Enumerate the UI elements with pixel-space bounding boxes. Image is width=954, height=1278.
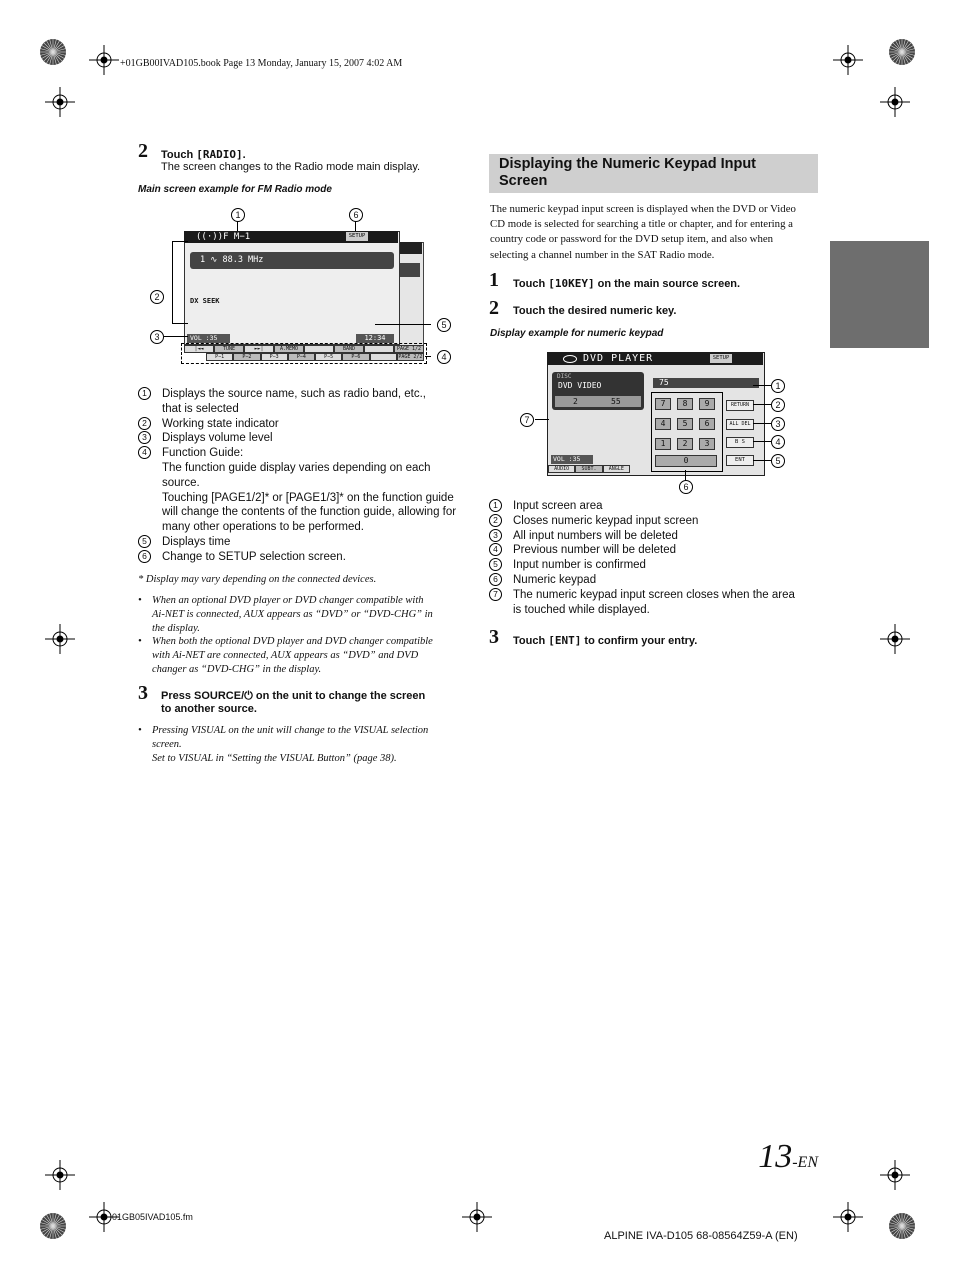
legend-text <box>513 558 819 573</box>
dx-seek-indicator: DX SEEK <box>190 297 220 305</box>
legend-line: Previous number will be deleted <box>513 544 677 557</box>
legend-number-circle: 5 <box>138 535 151 548</box>
callout-5: 5 <box>771 454 785 468</box>
registration-mark-icon <box>833 1202 863 1232</box>
figure-caption: Main screen example for FM Radio mode <box>138 184 332 195</box>
legend-text <box>162 387 468 417</box>
callout-1: 1 <box>231 208 245 222</box>
legend-number <box>138 417 162 432</box>
key-2[interactable]: 2 <box>677 438 693 450</box>
key-7[interactable]: 7 <box>655 398 671 410</box>
bullet-line: Pressing VISUAL on the unit will change to the VISUAL selection <box>152 725 429 736</box>
key-4[interactable]: 4 <box>655 418 671 430</box>
dvd-function-button[interactable]: ANGLE <box>603 465 630 473</box>
footer-model: ALPINE IVA-D105 68-08564Z59-A (EN) <box>604 1230 798 1242</box>
legend-text <box>513 529 819 544</box>
key-0[interactable]: 0 <box>655 455 717 467</box>
legend-line: The numeric keypad input screen closes when the area <box>513 588 795 601</box>
intro-line: CD mode is selected for searching a title or chapter, and for entering a <box>490 218 793 231</box>
dvd-video-label: DVD VIDEO <box>558 381 602 390</box>
bullet-text <box>152 635 433 676</box>
legend-line: many other operations to be performed. <box>162 521 365 534</box>
key-9[interactable]: 9 <box>699 398 715 410</box>
preset-button[interactable]: PAGE 2/2 <box>398 354 423 360</box>
legend-number <box>138 535 162 550</box>
legend-item <box>138 535 468 550</box>
registration-mark-icon <box>45 1160 75 1190</box>
legend-number <box>138 431 162 446</box>
intro-paragraph <box>490 202 820 263</box>
step-description: The screen changes to the Radio mode main display. <box>161 161 421 173</box>
title-counter: 2 <box>573 397 578 406</box>
setup-button[interactable]: SETUP <box>346 232 368 241</box>
legend-item <box>489 588 819 618</box>
legend-number <box>489 499 513 514</box>
step-number: 3 <box>138 682 148 704</box>
preset-button[interactable]: P−3 <box>261 353 288 361</box>
legend-line: Displays time <box>162 535 231 548</box>
function-guide-button[interactable]: |◄◄ <box>184 345 214 353</box>
legend-number-circle: 3 <box>138 431 151 444</box>
legend-item <box>138 417 468 432</box>
registration-mark-icon <box>880 1160 910 1190</box>
legend-text <box>513 514 819 529</box>
key-5[interactable]: 5 <box>677 418 693 430</box>
legend-number-circle: 6 <box>489 573 502 586</box>
function-guide-button[interactable]: ►►| <box>244 345 274 353</box>
backspace-button[interactable]: B S <box>726 437 754 448</box>
legend-line: is touched while displayed. <box>513 603 650 616</box>
legend-item <box>489 529 819 544</box>
key-3[interactable]: 3 <box>699 438 715 450</box>
legend-text <box>513 499 819 514</box>
registration-mark-icon <box>880 624 910 654</box>
legend-number <box>138 446 162 535</box>
side-tab <box>830 241 929 348</box>
legend-number <box>489 588 513 618</box>
legend-text <box>162 550 468 565</box>
callout-2: 2 <box>771 398 785 412</box>
note-bullets <box>138 594 468 677</box>
legend-item <box>489 499 819 514</box>
intro-line: selecting a channel number in the SAT Radio mode. <box>490 248 715 261</box>
legend-line: Change to SETUP selection screen. <box>162 550 346 563</box>
header-note: +01GB00IVAD105.book Page 13 Monday, January 15, 2007 4:02 AM <box>120 58 403 69</box>
disc-label: DISC <box>557 373 572 380</box>
legend-number <box>489 573 513 588</box>
function-guide-button[interactable]: A.MEMO <box>274 345 304 353</box>
legend-text <box>162 535 468 550</box>
legend-text <box>513 588 819 618</box>
legend-number <box>489 558 513 573</box>
numeric-keypad <box>655 398 715 458</box>
note-bullet <box>138 635 468 676</box>
legend-item <box>489 514 819 529</box>
legend-number-circle: 1 <box>489 499 502 512</box>
legend-line: source. <box>162 476 200 489</box>
callout-6: 6 <box>679 480 693 494</box>
registration-mark-icon <box>38 37 68 67</box>
bullet-line: the display. <box>152 622 200 634</box>
step-instruction: Touch [10KEY] on the main source screen. <box>513 277 741 290</box>
source-name-bar: ((·))F M−1 <box>184 231 398 243</box>
section-heading: Displaying the Numeric Keypad Input Screen <box>489 154 818 193</box>
legend-number-circle: 4 <box>138 446 151 459</box>
legend-number-circle: 4 <box>489 543 502 556</box>
legend-item <box>138 446 468 535</box>
preset-button[interactable]: P−4 <box>288 353 315 361</box>
bullet-line: Set to VISUAL in “Setting the VISUAL Button” (page 38). <box>152 752 397 764</box>
bullet-line: When an optional DVD player or DVD changer compatible with <box>152 595 424 606</box>
keypad-figure <box>515 350 815 495</box>
step-number: 3 <box>489 626 499 648</box>
dvd-bottom-bar <box>548 465 630 473</box>
step-instruction: Press SOURCE/⏻ on the unit to change the screen to another source. <box>161 690 426 715</box>
legend-number-circle: 5 <box>489 558 502 571</box>
step-instruction: Touch the desired numeric key. <box>513 305 677 317</box>
callout-7: 7 <box>520 413 534 427</box>
callout-5: 5 <box>437 318 451 332</box>
legend-number <box>138 387 162 417</box>
legend-number <box>489 529 513 544</box>
bullet-dot: • <box>138 636 142 648</box>
key-8[interactable]: 8 <box>677 398 693 410</box>
legend-text <box>513 543 819 558</box>
legend-text <box>513 573 819 588</box>
step-number: 1 <box>489 269 499 291</box>
legend-line: Input screen area <box>513 500 603 512</box>
legend-line: Touching [PAGE1/2]* or [PAGE1/3]* on the function guide <box>162 491 454 504</box>
legend-number-circle: 3 <box>489 529 502 542</box>
note-bullet <box>138 594 468 635</box>
legend-line: will change the contents of the function guide, allowing for <box>162 506 457 519</box>
bullet-text <box>152 594 433 635</box>
frequency-display: 1 ∿ 88.3 MHz <box>190 252 394 269</box>
callout-6: 6 <box>349 208 363 222</box>
registration-mark-icon <box>880 87 910 117</box>
legend-number <box>138 550 162 565</box>
legend-item <box>138 431 468 446</box>
step-instruction: Touch [RADIO]. <box>161 148 246 161</box>
legend-item <box>489 543 819 558</box>
setup-button[interactable]: SETUP <box>710 354 732 363</box>
bullet-line: with Ai-NET are connected, AUX appears as “DVD” and DVD <box>152 650 419 662</box>
preset-button[interactable]: P−6 <box>342 353 369 361</box>
preset-button[interactable]: P−5 <box>315 353 342 361</box>
fm-radio-figure <box>140 205 460 365</box>
callout-4: 4 <box>771 435 785 449</box>
footer-filename: 01GB05IVAD105.fm <box>112 1212 193 1222</box>
page-number: 13-EN <box>758 1138 818 1175</box>
footnote: * Display may vary depending on the connected devices. <box>138 574 377 585</box>
registration-mark-icon <box>45 624 75 654</box>
legend-item <box>489 558 819 573</box>
enter-button[interactable]: ENT <box>726 455 754 466</box>
legend-number <box>489 543 513 558</box>
legend-number-circle: 2 <box>138 417 151 430</box>
bullet-line: Ai-NET is connected, AUX appears as “DVD” or “DVD-CHG” in <box>152 608 433 620</box>
dvd-function-button[interactable]: AUDIO <box>548 465 575 473</box>
legend-text <box>162 431 468 446</box>
step-number: 2 <box>138 140 148 162</box>
registration-mark-icon <box>887 37 917 67</box>
legend-text <box>162 446 468 535</box>
legend-item <box>489 573 819 588</box>
callout-2: 2 <box>150 290 164 304</box>
registration-mark-icon <box>887 1211 917 1241</box>
bullet-text <box>152 724 428 765</box>
step-number: 2 <box>489 297 499 319</box>
registration-mark-icon <box>89 45 119 75</box>
legend-line: that is selected <box>162 402 239 415</box>
key-6[interactable]: 6 <box>699 418 715 430</box>
legend-number-circle: 2 <box>489 514 502 527</box>
legend-line: The function guide display varies depending on each <box>162 461 431 474</box>
bullet-line: changer as “DVD-CHG” in the display. <box>152 663 322 675</box>
step-instruction: Touch [ENT] to confirm your entry. <box>513 634 698 647</box>
legend-line: Displays volume level <box>162 432 273 445</box>
legend-number-circle: 6 <box>138 550 151 563</box>
registration-mark-icon <box>45 87 75 117</box>
preset-button[interactable]: P−2 <box>233 353 260 361</box>
note-bullet <box>138 724 468 765</box>
legend-number-circle: 7 <box>489 588 502 601</box>
callout-3: 3 <box>771 417 785 431</box>
callout-4: 4 <box>437 350 451 364</box>
visual-note <box>138 724 468 765</box>
keypad-row <box>655 438 715 450</box>
bullet-dot: • <box>138 725 142 736</box>
legend-item <box>138 387 468 417</box>
figure-caption: Display example for numeric keypad <box>490 328 664 339</box>
key-1[interactable]: 1 <box>655 438 671 450</box>
legend-number <box>489 514 513 529</box>
left-legend-list <box>138 387 468 565</box>
legend-text <box>162 417 468 432</box>
volume-level: VOL :35 <box>551 455 593 464</box>
legend-line: Input number is confirmed <box>513 559 646 572</box>
registration-mark-icon <box>38 1211 68 1241</box>
legend-line: Closes numeric keypad input screen <box>513 514 699 527</box>
keypad-row <box>655 398 715 410</box>
intro-line: country code or password for the DVD setup item, and also when <box>490 233 774 246</box>
callout-1: 1 <box>771 379 785 393</box>
preset-button[interactable]: P−1 <box>206 353 233 361</box>
callout-3: 3 <box>150 330 164 344</box>
legend-line: Numeric keypad <box>513 573 597 586</box>
function-guide-button[interactable]: PAGE 1/2 <box>394 345 424 353</box>
chapter-counter: 55 <box>611 397 621 406</box>
time-display: 12:34 <box>356 334 394 343</box>
function-guide-button[interactable]: TUNE <box>214 345 244 353</box>
keypad-row <box>655 418 715 430</box>
legend-line: Working state indicator <box>162 417 279 430</box>
bullet-line: screen. <box>152 738 182 750</box>
volume-level: VOL :35 <box>187 334 230 343</box>
right-legend-list <box>489 499 819 617</box>
legend-item <box>138 550 468 565</box>
bullet-dot: • <box>138 595 142 606</box>
dvd-player-title: DVD PLAYER <box>547 352 763 365</box>
dvd-function-button[interactable]: SUBT. <box>575 465 602 473</box>
return-button[interactable]: RETURN <box>726 400 754 411</box>
legend-number-circle: 1 <box>138 387 151 400</box>
legend-line: All input numbers will be deleted <box>513 529 678 542</box>
intro-line: The numeric keypad input screen is displayed when the DVD or Video <box>490 203 796 215</box>
registration-mark-icon <box>462 1202 492 1232</box>
registration-mark-icon <box>833 45 863 75</box>
bullet-line: When both the optional DVD player and DVD changer compatible <box>152 636 433 648</box>
all-delete-button[interactable]: ALL DEL <box>726 419 754 430</box>
legend-line: Displays the source name, such as radio band, etc., <box>162 388 427 400</box>
input-screen-area: 75 <box>653 378 759 388</box>
function-guide-button[interactable]: BAND <box>334 345 364 353</box>
legend-line: Function Guide: <box>162 447 244 460</box>
